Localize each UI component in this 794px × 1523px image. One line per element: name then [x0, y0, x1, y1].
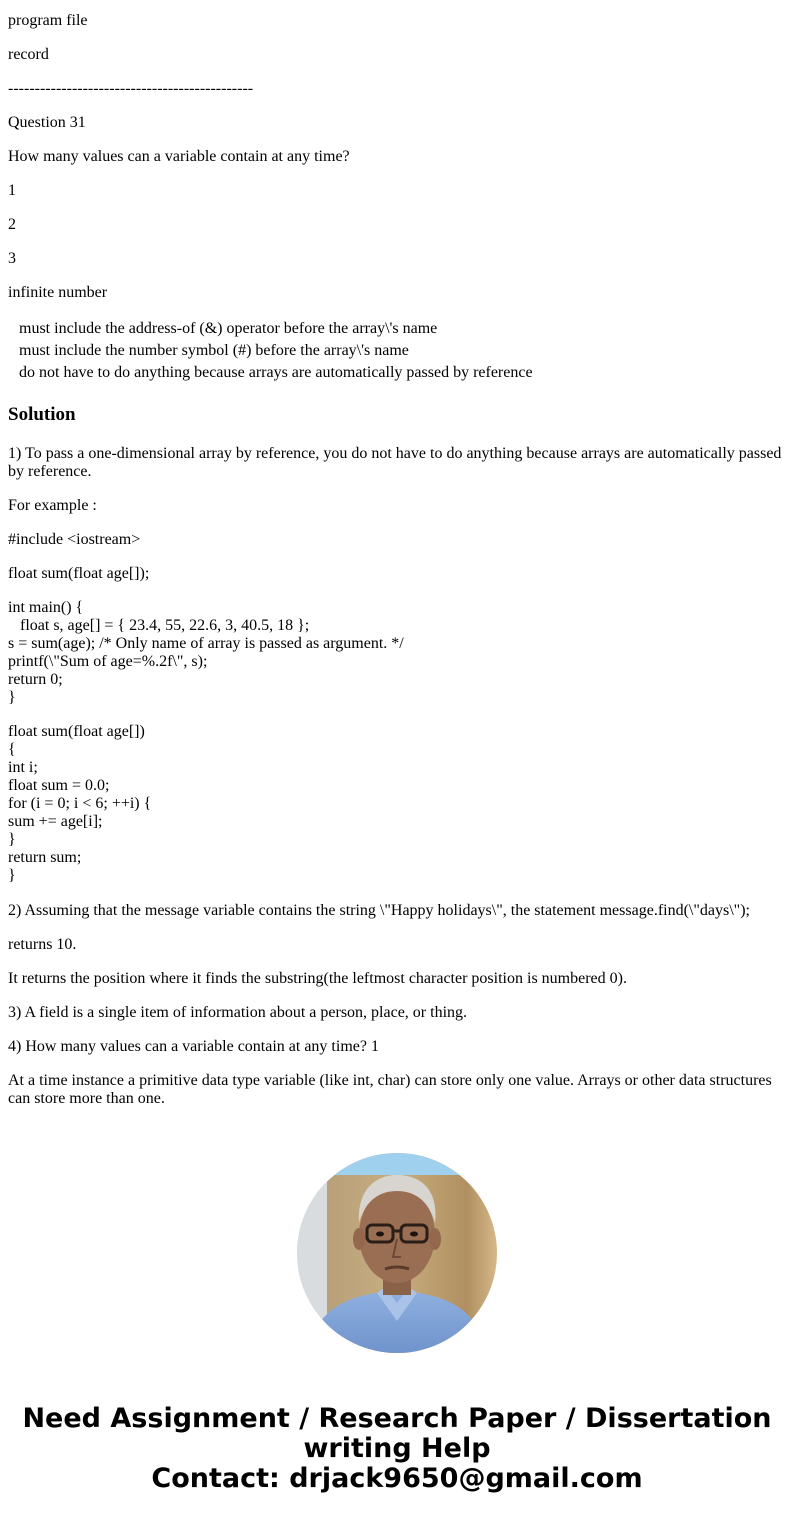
solution-paragraph-2: 2) Assuming that the message variable contains the string \"Happy holidays\", the statement message.find(\"days\"); — [8, 902, 750, 919]
solution-explanation: It returns the position where it finds the substring(the leftmost character position is numbered 0). — [8, 970, 627, 987]
array-option: must include the number symbol (#) before the array\'s name — [19, 342, 409, 359]
question-title: Question 31 — [8, 114, 86, 131]
author-portrait-image — [297, 1153, 497, 1353]
separator-line: ---------------------------------------------- — [8, 80, 254, 97]
code-sum-function: float sum(float age[]) { int i; float sum = 0.0; for (i = 0; i < 6; ++i) { sum += age[i]; } return sum; } — [8, 723, 152, 884]
solution-paragraph-3: 3) A field is a single item of information about a person, place, or thing. — [8, 1004, 468, 1021]
for-example-label: For example : — [8, 497, 97, 514]
question-choice: infinite number — [8, 284, 108, 301]
question-choice: 1 — [8, 182, 16, 199]
promo-line: writing Help — [303, 1433, 491, 1464]
question-prompt: How many values can a variable contain at any time? — [8, 148, 350, 165]
code-prototype: float sum(float age[]); — [8, 565, 150, 582]
promo-line: Need Assignment / Research Paper / Dissertation — [22, 1403, 772, 1434]
solution-paragraph-4: 4) How many values can a variable contain at any time? 1 — [8, 1038, 379, 1055]
header-line-record: record — [8, 46, 49, 63]
array-option: do not have to do anything because arrays are automatically passed by reference — [19, 364, 533, 381]
code-include: #include <iostream> — [8, 531, 141, 548]
code-main: int main() { float s, age[] = { 23.4, 55, 22.6, 3, 40.5, 18 }; s = sum(age); /* Only name of array is passed as argument. */ printf(\"Sum of age=%.2f\", s); return 0; } — [8, 599, 404, 706]
array-option: must include the address-of (&) operator before the array\'s name — [19, 320, 438, 337]
promo-banner — [0, 1404, 794, 1494]
solution-returns: returns 10. — [8, 936, 77, 953]
solution-paragraph-1: 1) To pass a one-dimensional array by reference, you do not have to do anything because arrays are automatically passed by reference. — [8, 445, 782, 480]
promo-contact: Contact: drjack9650@gmail.com — [151, 1463, 643, 1494]
question-choice: 3 — [8, 250, 16, 267]
solution-heading: Solution — [8, 404, 76, 425]
array-options-list — [8, 318, 533, 384]
header-line-program-file: program file — [8, 12, 88, 29]
solution-paragraph-4-explanation: At a time instance a primitive data type variable (like int, char) can store only one value. Arrays or other data structures can store more than one. — [8, 1072, 772, 1107]
author-avatar — [297, 1153, 497, 1353]
question-choice: 2 — [8, 216, 16, 233]
